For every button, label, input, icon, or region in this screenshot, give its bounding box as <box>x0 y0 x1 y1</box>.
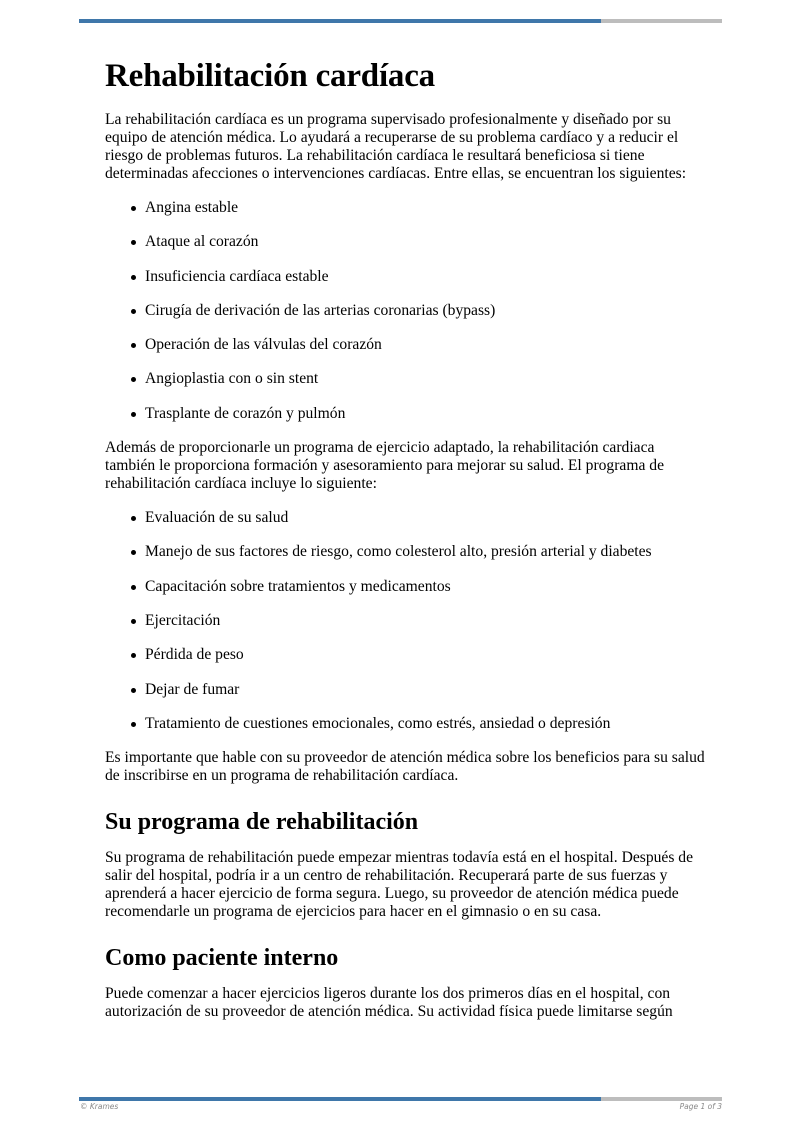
list-item: Trasplante de corazón y pulmón <box>105 405 705 423</box>
footer-rule-blue <box>79 1097 601 1101</box>
footer-rule <box>79 1097 722 1101</box>
bullet-icon <box>131 377 136 382</box>
list-item: Ejercitación <box>105 612 705 630</box>
header-rule-blue <box>79 19 601 23</box>
list-item: Ataque al corazón <box>105 233 705 251</box>
list-item: Evaluación de su salud <box>105 509 705 527</box>
list-item: Angina estable <box>105 199 705 217</box>
footer-rule-gray <box>601 1097 722 1101</box>
list-item: Capacitación sobre tratamientos y medicamentos <box>105 578 705 596</box>
footer-copyright: © Krames <box>80 1102 119 1111</box>
section-heading: Su programa de rehabilitación <box>105 809 419 836</box>
list-item: Manejo de sus factores de riesgo, como colesterol alto, presión arterial y diabetes <box>105 543 705 561</box>
section-paragraph: Puede comenzar a hacer ejercicios ligeros durante los dos primeros días en el hospital, con autorización de su proveedor de atención médica. Su actividad física puede limitarse según <box>105 985 673 1021</box>
bullet-icon <box>131 722 136 727</box>
list-item: Tratamiento de cuestiones emocionales, como estrés, ansiedad o depresión <box>105 715 705 733</box>
bullet-icon <box>131 619 136 624</box>
bullet-icon <box>131 585 136 590</box>
program-items-list <box>105 509 705 733</box>
footer-page-number: Page 1 of 3 <box>679 1102 722 1111</box>
bullet-icon <box>131 309 136 314</box>
bullet-icon <box>131 343 136 348</box>
bullet-icon <box>131 206 136 211</box>
program-intro-paragraph: Además de proporcionarle un programa de ejercicio adaptado, la rehabilitación cardiaca también le proporciona formación y asesoramiento para mejorar su salud. El programa de rehabilitación cardíaca incluye lo siguiente: <box>105 439 665 493</box>
header-rule-gray <box>601 19 722 23</box>
intro-paragraph: La rehabilitación cardíaca es un programa supervisado profesionalmente y diseñado por su equipo de atención médica. Lo ayudará a recuperarse de su problema cardíaco y a reducir el riesgo de problemas futuros. La rehabilitación cardíaca le resultará beneficiosa si tiene determinadas afecciones o intervenciones cardíacas. Entre ellas, se encuentran los siguientes: <box>105 111 687 182</box>
bullet-icon <box>131 688 136 693</box>
list-item: Insuficiencia cardíaca estable <box>105 268 705 286</box>
bullet-icon <box>131 240 136 245</box>
page-title: Rehabilitación cardíaca <box>105 58 435 94</box>
bullet-icon <box>131 550 136 555</box>
list-item: Cirugía de derivación de las arterias coronarias (bypass) <box>105 302 705 320</box>
document-body <box>105 52 705 1037</box>
bullet-icon <box>131 653 136 658</box>
list-item: Pérdida de peso <box>105 646 705 664</box>
section-heading: Como paciente interno <box>105 945 339 972</box>
bullet-icon <box>131 275 136 280</box>
header-rule <box>79 19 722 23</box>
list-item: Dejar de fumar <box>105 681 705 699</box>
conditions-list <box>105 199 705 423</box>
bullet-icon <box>131 516 136 521</box>
list-item: Operación de las válvulas del corazón <box>105 336 705 354</box>
list-item: Angioplastia con o sin stent <box>105 370 705 388</box>
bullet-icon <box>131 412 136 417</box>
section-paragraph: Su programa de rehabilitación puede empezar mientras todavía está en el hospital. Después de salir del hospital, podría ir a un centro de rehabilitación. Recuperará parte de sus fuerzas y aprenderá a hacer ejercicio de forma segura. Luego, su proveedor de atención médica puede recomendarle un programa de ejercicios para hacer en el gimnasio o en su casa. <box>105 849 694 921</box>
closing-paragraph: Es importante que hable con su proveedor de atención médica sobre los beneficios para su salud de inscribirse en un programa de rehabilitación cardíaca. <box>105 749 705 785</box>
